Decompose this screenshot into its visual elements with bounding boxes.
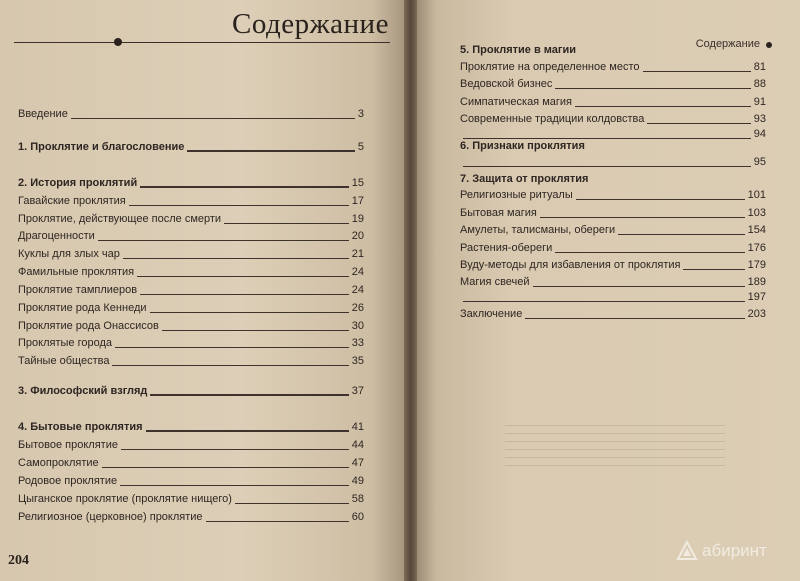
toc-entry: [18, 266, 364, 279]
toc-entry-label: Драгоценности: [18, 230, 95, 242]
toc-leader: [206, 521, 349, 522]
toc-leader: [112, 365, 348, 366]
toc-entry: [18, 439, 364, 452]
toc-entry-label: Симпатическая магия: [460, 96, 572, 108]
toc-leader: [555, 252, 744, 253]
toc-entry-label: 7. Защита от проклятия: [460, 173, 589, 185]
toc-entry-label: 4. Бытовые проклятия: [18, 421, 143, 433]
toc-entry-label: Проклятые города: [18, 337, 112, 349]
toc-chapter-entry: [460, 140, 766, 153]
toc-leader: [647, 123, 750, 124]
toc-entry-label: Магия свечей: [460, 276, 530, 288]
toc-leader: [98, 240, 349, 241]
toc-entry-page: 95: [753, 156, 766, 168]
toc-entry-page: 49: [351, 475, 364, 487]
toc-entry-page: 60: [351, 511, 364, 523]
watermark: [676, 540, 767, 562]
toc-entry: [18, 284, 364, 297]
toc-entry-label: Бытовая магия: [460, 207, 537, 219]
toc-entry-page: 189: [747, 276, 766, 288]
toc-entry-label: Бытовое проклятие: [18, 439, 118, 451]
toc-entry-label: Цыганское проклятие (проклятие нищего): [18, 493, 232, 505]
toc-leader: [162, 330, 349, 331]
toc-entry: [460, 96, 766, 109]
toc-entry-page: 15: [351, 177, 364, 189]
toc-leader: [140, 186, 349, 188]
toc-leader: [463, 301, 745, 302]
toc-leader: [224, 223, 349, 224]
toc-entry: [460, 189, 766, 202]
toc-entry-page: 44: [351, 439, 364, 451]
toc-leader: [129, 205, 349, 206]
toc-entry-label: 5. Проклятие в магии: [460, 44, 576, 56]
toc-entry-page: 20: [351, 230, 364, 242]
toc-entry: [18, 230, 364, 243]
toc-entry-page: 88: [753, 78, 766, 90]
toc-entry-page: 176: [747, 242, 766, 254]
book-gutter: [404, 0, 417, 581]
title-bullet: [114, 38, 122, 46]
toc-entry-label: Заключение: [460, 308, 523, 320]
toc-entry-label: Ведовской бизнес: [460, 78, 553, 90]
toc-leader: [643, 71, 751, 72]
toc-entry: [18, 108, 364, 121]
toc-entry-label: Проклятие, действующее после смерти: [18, 213, 222, 225]
toc-leader: [150, 312, 349, 313]
toc-entry-page: 103: [747, 207, 766, 219]
toc-entry-page: 154: [747, 224, 766, 236]
toc-entry-continuation: [460, 156, 766, 169]
toc-entry-page: 24: [351, 284, 364, 296]
toc-leader: [150, 394, 348, 396]
toc-entry: [460, 308, 766, 321]
toc-entry-page: 21: [351, 248, 364, 260]
toc-entry-page: 3: [357, 108, 364, 120]
running-header: Содержание: [695, 38, 760, 50]
toc-entry-page: 47: [351, 457, 364, 469]
toc-leader: [146, 430, 349, 432]
toc-entry-page: 101: [747, 189, 766, 201]
toc-entry-continuation: [460, 291, 766, 304]
toc-entry: [460, 113, 766, 126]
toc-entry: [18, 355, 364, 368]
toc-entry: [18, 457, 364, 470]
toc-entry: [460, 207, 766, 220]
toc-entry-label: Самопроклятие: [18, 457, 99, 469]
toc-entry: [460, 224, 766, 237]
toc-leader: [115, 347, 349, 348]
toc-leader: [140, 294, 349, 295]
toc-entry-label: 6. Признаки проклятия: [460, 140, 585, 152]
toc-entry-label: 1. Проклятие и благословение: [18, 141, 185, 153]
toc-entry: [18, 195, 364, 208]
toc-leader: [463, 166, 751, 167]
toc-chapter-entry: [460, 44, 766, 57]
bleed-through-mark: [10, 26, 13, 40]
toc-entry-label: Гавайские проклятия: [18, 195, 126, 207]
toc-chapter-entry: [18, 141, 364, 154]
page-number: 204: [8, 553, 29, 568]
toc-entry: [460, 78, 766, 91]
toc-entry-page: 37: [351, 385, 364, 397]
toc-entry-label: Вуду-методы для избавления от проклятия: [460, 259, 681, 271]
toc-entry-label: Проклятие рода Онассисов: [18, 320, 159, 332]
toc-entry-page: 5: [357, 141, 364, 153]
toc-entry: [18, 493, 364, 506]
bleed-through-text: [505, 425, 725, 485]
toc-entry-page: 17: [351, 195, 364, 207]
toc-chapter-entry: [18, 385, 364, 398]
toc-entry-label: Современные традиции колдовства: [460, 113, 645, 125]
toc-leader: [463, 138, 751, 139]
header-bullet: [766, 42, 772, 48]
toc-entry-label: Амулеты, талисманы, обереги: [460, 224, 616, 236]
toc-entry-page: 94: [753, 128, 766, 140]
toc-entry: [460, 276, 766, 289]
toc-entry-page: 81: [753, 61, 766, 73]
toc-leader: [540, 217, 745, 218]
toc-leader: [235, 503, 349, 504]
toc-chapter-entry: [18, 421, 364, 434]
toc-entry-label: Растения-обереги: [460, 242, 553, 254]
toc-leader: [187, 150, 355, 152]
toc-leader: [102, 467, 349, 468]
page-title: Содержание: [232, 8, 389, 40]
toc-entry-page: 58: [351, 493, 364, 505]
toc-leader: [123, 258, 349, 259]
toc-entry-label: Проклятие рода Кеннеди: [18, 302, 147, 314]
toc-entry-page: 91: [753, 96, 766, 108]
toc-entry-page: 203: [747, 308, 766, 320]
toc-leader: [121, 449, 349, 450]
toc-leader: [555, 88, 750, 89]
toc-entry: [18, 213, 364, 226]
toc-entry-page: 35: [351, 355, 364, 367]
toc-leader: [575, 106, 751, 107]
toc-entry-page: 33: [351, 337, 364, 349]
toc-entry-label: Религиозное (церковное) проклятие: [18, 511, 203, 523]
toc-leader: [683, 269, 744, 270]
toc-entry-label: Проклятие тамплиеров: [18, 284, 138, 296]
watermark-text: абиринт: [702, 541, 767, 560]
toc-entry-page: 93: [753, 113, 766, 125]
toc-entry: [18, 475, 364, 488]
toc-chapter-entry: [460, 173, 766, 186]
toc-entry-page: 30: [351, 320, 364, 332]
toc-entry-page: 41: [351, 421, 364, 433]
toc-entry-page: 197: [747, 291, 766, 303]
toc-entry-label: Проклятие на определенное место: [460, 61, 640, 73]
toc-entry-label: Тайные общества: [18, 355, 110, 367]
toc-chapter-entry: [18, 177, 364, 190]
toc-leader: [618, 234, 744, 235]
toc-entry-label: Куклы для злых чар: [18, 248, 120, 260]
toc-entry-label: 2. История проклятий: [18, 177, 138, 189]
toc-leader: [533, 286, 745, 287]
toc-entry: [18, 511, 364, 524]
toc-entry-page: 26: [351, 302, 364, 314]
toc-entry: [18, 248, 364, 261]
toc-entry: [18, 337, 364, 350]
toc-entry: [460, 259, 766, 272]
toc-entry-page: 24: [351, 266, 364, 278]
toc-leader: [120, 485, 349, 486]
toc-entry-page: 19: [351, 213, 364, 225]
toc-entry-label: Родовое проклятие: [18, 475, 118, 487]
toc-entry-label: Фамильные проклятия: [18, 266, 135, 278]
toc-leader: [137, 276, 349, 277]
toc-leader: [576, 199, 745, 200]
toc-entry: [460, 61, 766, 74]
toc-entry-page: 179: [747, 259, 766, 271]
toc-entry-label: 3. Философский взгляд: [18, 385, 148, 397]
toc-entry-label: Религиозные ритуалы: [460, 189, 573, 201]
toc-entry: [460, 242, 766, 255]
toc-leader: [525, 318, 744, 319]
toc-entry-label: Введение: [18, 108, 68, 120]
toc-entry: [18, 302, 364, 315]
toc-leader: [71, 118, 355, 119]
title-rule: [14, 42, 390, 43]
labirint-logo-icon: [676, 540, 698, 562]
toc-entry: [18, 320, 364, 333]
